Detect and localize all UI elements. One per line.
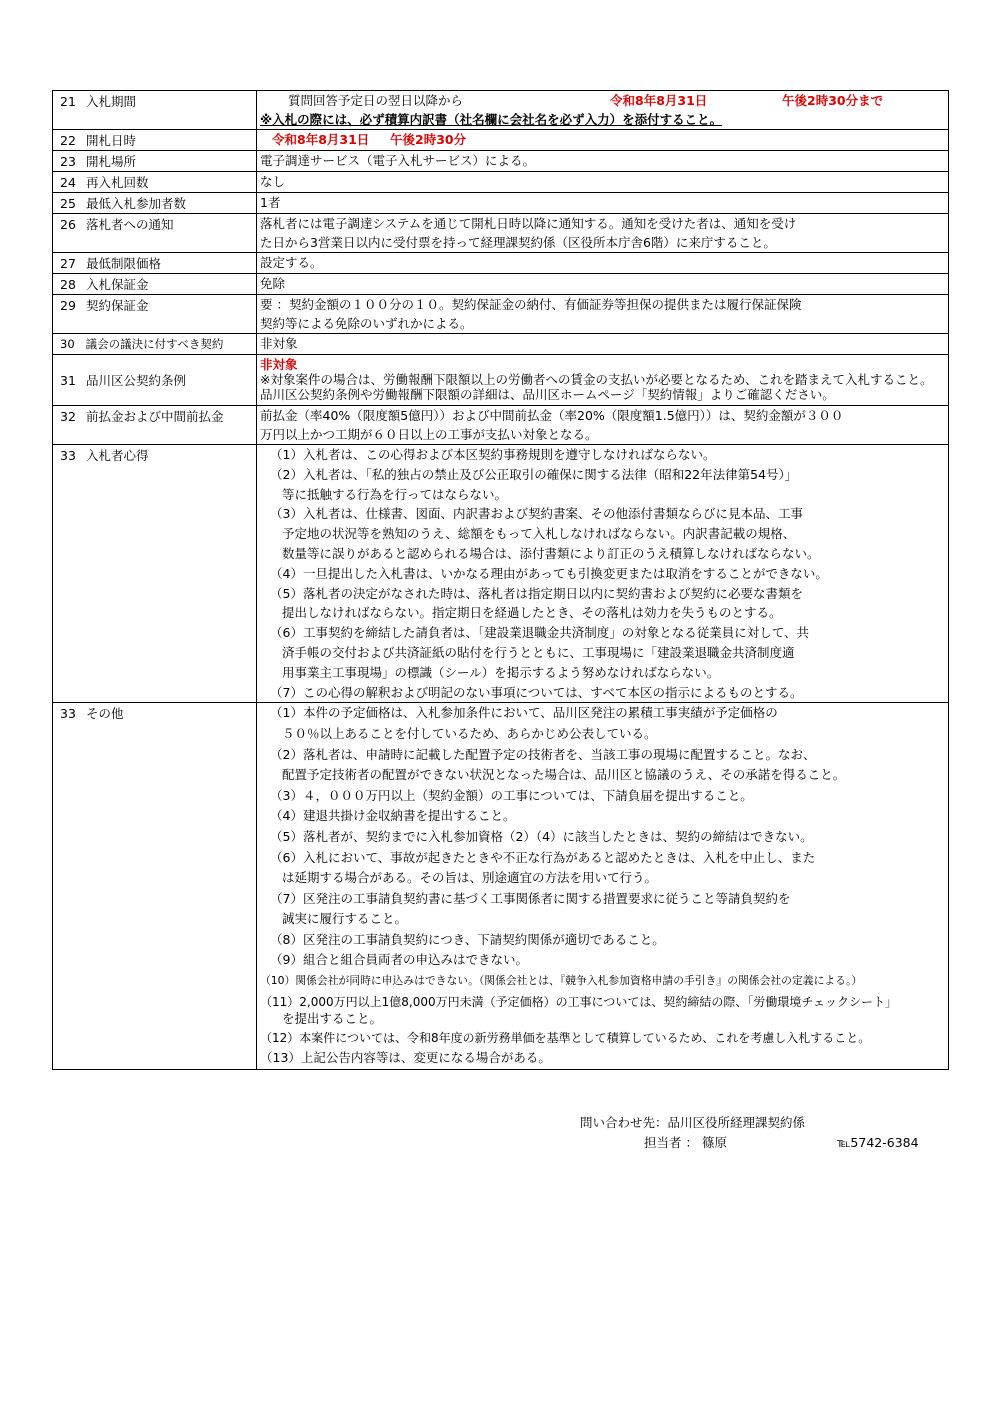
other-item-cont: は延期する場合がある。その旨は、別途適宜の方法を用いて行う。 <box>282 870 658 886</box>
row-winner-notice <box>53 214 949 253</box>
period-end-date: 令和8年8月31日 <box>610 93 708 108</box>
row-value: 設定する。 <box>257 253 949 274</box>
row-bidder-rules <box>53 445 949 703</box>
row-number: 30 <box>60 337 75 351</box>
ordinance-status: 非対象 <box>260 357 298 372</box>
text-line: 要 ：契約金額の１００分の１０。契約保証金の納付、有価証券等担保の提供または履行保証保険 <box>260 297 802 312</box>
row-label <box>53 334 257 355</box>
opening-date: 令和8年8月31日 <box>272 132 370 147</box>
ordinance-note: ※対象案件の場合は、労働報酬下限額以上の労働者への賃金の支払いが必要となるため、これを踏まえて入札すること。 <box>260 372 933 387</box>
row-label <box>53 151 257 172</box>
row-title: 再入札回数 <box>85 175 149 190</box>
other-item: （5）落札者が、契約までに入札参加資格（2）（4）に該当したときは、契約の締結はできない。 <box>270 828 813 844</box>
text-line: た日から3営業日以内に受付票を持って経理課契約係（区役所本庁舎6階）に来庁すること。 <box>260 235 776 250</box>
row-title: 最低入札参加者数 <box>85 196 186 211</box>
period-start-text: 質問回答予定日の翌日以降から <box>288 93 464 108</box>
contact-person: 担当者 ： 篠原 <box>644 1135 727 1150</box>
other-item: （9）組合と組合員両者の申込みはできない。 <box>270 952 528 968</box>
row-public-contract-ordinance <box>53 355 949 406</box>
row-rebid-count <box>53 172 949 193</box>
other-item-cont: 誠実に履行すること。 <box>282 911 408 927</box>
row-label <box>53 445 257 703</box>
row-label <box>53 274 257 295</box>
rule-item: （7）この心得の解釈および明記のない事項については、すべて本区の指示によるものとする。 <box>270 684 803 700</box>
row-council-resolution <box>53 334 949 355</box>
row-number: 24 <box>60 175 76 190</box>
row-label <box>53 172 257 193</box>
row-value <box>257 214 949 253</box>
row-title: 品川区公契約条例 <box>85 373 186 388</box>
contact-phone: ℡5742-6384 <box>837 1135 919 1150</box>
row-value: 免除 <box>257 274 949 295</box>
other-item: （12）本案件については、令和8年度の新労務単価を基準として積算しているため、これを考慮し入札すること。 <box>260 1030 871 1045</box>
row-number: 28 <box>60 277 76 292</box>
row-label <box>53 130 257 151</box>
opening-time: 午後2時30分 <box>390 132 467 147</box>
row-label <box>53 193 257 214</box>
estimate-breakdown-note: ※入札の際には、必ず積算内訳書（社名欄に会社名を必ず入力）を添付すること。 <box>260 112 723 127</box>
rule-item: （5）落札者の決定がなされた時は、落札者は指定期日以内に契約書および契約に必要な書類を <box>270 585 803 601</box>
rule-item-cont: 等に抵触する行為を行ってはならない。 <box>282 486 508 502</box>
text-line: 万円以上かつ工期が６０日以上の工事が支払い対象となる。 <box>260 427 598 442</box>
period-end-time: 午後2時30分まで <box>782 93 884 108</box>
row-number: 22 <box>60 133 76 148</box>
row-number: 31 <box>60 373 76 388</box>
row-number: 26 <box>60 217 76 232</box>
other-item: （3）４，０００万円以上（契約金額）の工事については、下請負届を提出すること。 <box>270 787 753 803</box>
rule-item-cont: 提出しなければならない。指定期日を経過したとき、その落札は効力を失うものとする。 <box>282 605 782 621</box>
row-value: 1者 <box>257 193 949 214</box>
row-opening-place <box>53 151 949 172</box>
rule-item: （6）工事契約を締結した請負者は、「建設業退職金共済制度」の対象となる従業員に対して、共 <box>270 625 809 641</box>
row-title: 最低制限価格 <box>85 256 161 271</box>
row-label <box>53 406 257 445</box>
row-title: 落札者への通知 <box>85 217 174 232</box>
rule-item: （2）入札者は、「私的独占の禁止及び公正取引の確保に関する法律（昭和22年法律第54号）」 <box>270 466 798 482</box>
text-line: 前払金（率40%（限度額5億円））および中間前払金（率20%（限度額1.5億円））は、契約金額が３００ <box>260 408 844 423</box>
rule-item-cont: 用事業主工事現場」の標識（シール）を掲示するよう努めなければならない。 <box>282 664 720 680</box>
row-number: 27 <box>60 256 76 271</box>
other-item: （2）落札者は、申請時に記載した配置予定の技術者を、当該工事の現場に配置すること。なお、 <box>270 746 816 762</box>
row-number: 29 <box>60 298 76 313</box>
row-value <box>257 703 949 1070</box>
row-title: 開札日時 <box>85 133 136 148</box>
row-bidding-period <box>53 91 949 130</box>
ordinance-info: 品川区公契約条例や労働報酬下限額の詳細は、品川区ホームページ「契約情報」よりご確認ください。 <box>260 387 835 402</box>
row-value <box>257 406 949 445</box>
row-title: 入札期間 <box>85 94 136 109</box>
row-title: 前払金および中間前払金 <box>85 409 224 424</box>
row-value: 非対象 <box>257 334 949 355</box>
row-bid-bond <box>53 274 949 295</box>
row-label <box>53 214 257 253</box>
text-line: 契約等による免除のいずれかによる。 <box>260 316 473 331</box>
tender-details-sheet <box>52 90 949 1070</box>
row-value: なし <box>257 172 949 193</box>
row-label <box>53 253 257 274</box>
rule-item-cont: 数量等に誤りがあると認められる場合は、添付書類により訂正のうえ積算しなければならない。 <box>282 545 820 561</box>
row-value <box>257 445 949 703</box>
row-value <box>257 295 949 334</box>
row-value <box>257 91 949 130</box>
row-min-bidders <box>53 193 949 214</box>
tender-details-table <box>52 90 949 1070</box>
rule-item-cont: 済手帳の交付および共済証紙の貼付を行うとともに、工事現場に「建設業退職金共済制度適 <box>282 644 795 660</box>
row-value: 電子調達サービス（電子入札サービス）による。 <box>257 151 949 172</box>
other-item: （11）2,000万円以上1億8,000万円未満（予定価格）の工事については、契約締結の際、「労働環境チェックシート」 <box>260 994 898 1009</box>
row-label <box>53 355 257 406</box>
row-title: その他 <box>85 706 124 722</box>
row-label <box>53 703 257 1070</box>
row-number: 33 <box>60 706 76 722</box>
contact-department: 問い合わせ先：品川区役所経理課契約係 <box>580 1115 806 1130</box>
row-value <box>257 130 949 151</box>
row-value <box>257 355 949 406</box>
row-title: 開札場所 <box>85 154 136 169</box>
row-number: 21 <box>60 94 76 109</box>
row-title: 入札者心得 <box>85 448 149 463</box>
row-opening-datetime <box>53 130 949 151</box>
row-title: 議会の議決に付すべき契約 <box>85 337 224 351</box>
rule-item: （3）入札者は、仕様書、図面、内訳書および契約書案、その他添付書類ならびに見本品、工事 <box>270 506 803 522</box>
row-title: 契約保証金 <box>85 298 149 313</box>
row-title: 入札保証金 <box>85 277 149 292</box>
other-item: （1）本件の予定価格は、入札参加条件において、品川区発注の累積工事実績が予定価格の <box>270 705 778 721</box>
row-contract-bond <box>53 295 949 334</box>
row-number: 25 <box>60 196 76 211</box>
row-number: 33 <box>60 448 76 463</box>
row-number: 32 <box>60 409 76 424</box>
rule-item: （1）入札者は、この心得および本区契約事務規則を遵守しなければならない。 <box>270 447 716 462</box>
other-item-cont: を提出すること。 <box>282 1010 383 1026</box>
rule-item: （4）一旦提出した入札書は、いかなる理由があっても引換変更または取消をすることができない。 <box>270 565 828 581</box>
other-item: （6）入札において、事故が起きたときや不正な行為があると認めたときは、入札を中止し、また <box>270 849 816 865</box>
row-advance-payment <box>53 406 949 445</box>
other-item-cont: ５０％以上あることを付しているため、あらかじめ公表している。 <box>282 725 657 741</box>
other-item: （13）上記公告内容等は、変更になる場合がある。 <box>260 1050 551 1066</box>
other-item: （10）関係会社が同時に申込みはできない。（関係会社とは、『競争入札参加資格申請の手引き』の関係会社の定義による。） <box>260 974 863 988</box>
other-item-cont: 配置予定技術者の配置ができない状況となった場合は、品川区と協議のうえ、その承諾を得ること。 <box>282 767 846 783</box>
other-item: （8）区発注の工事請負契約につき、下請契約関係が適切であること。 <box>270 931 665 947</box>
row-number: 23 <box>60 154 76 169</box>
row-label <box>53 91 257 130</box>
row-label <box>53 295 257 334</box>
rule-item-cont: 予定地の状況等を熟知のうえ、総額をもって入札しなければならない。内訳書記載の規格、 <box>282 526 796 542</box>
other-item: （7）区発注の工事請負契約書に基づく工事関係者に関する措置要求に従うこと等請負契約を <box>270 890 791 906</box>
other-item: （4）建退共掛け金収納書を提出すること。 <box>270 808 516 824</box>
text-line: 落札者には電子調達システムを通じて開札日時以降に通知する。通知を受けた者は、通知を受け <box>260 216 797 231</box>
row-min-price <box>53 253 949 274</box>
row-other <box>53 703 949 1070</box>
